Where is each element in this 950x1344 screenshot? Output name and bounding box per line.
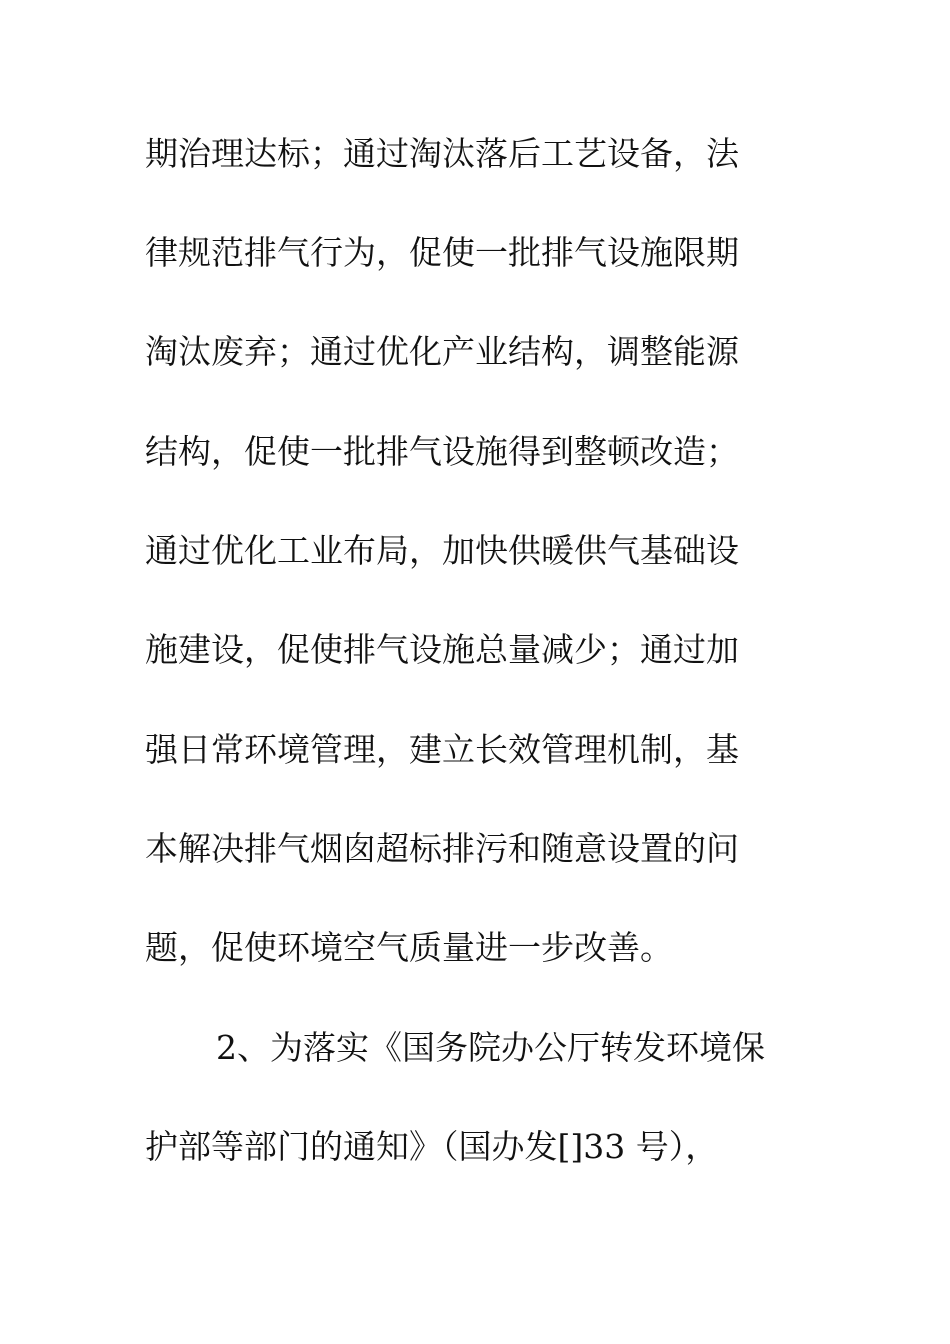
text-line: 题，促使环境空气质量进一步改善。 [145, 928, 673, 967]
text-line: 施建设，促使排气设施总量减少；通过加 [145, 630, 739, 669]
text-line: 护部等部门的通知》（国办发[]33 号）， [145, 1127, 719, 1166]
text-line: 期治理达标；通过淘汰落后工艺设备，法 [145, 134, 739, 173]
text-line: 本解决排气烟囱超标排污和随意设置的问 [145, 829, 739, 868]
text-line: 淘汰废弃；通过优化产业结构，调整能源 [145, 332, 739, 371]
text-line: 结构，促使一批排气设施得到整顿改造； [145, 432, 739, 471]
text-line: 律规范排气行为，促使一批排气设施限期 [145, 233, 739, 272]
text-line: 通过优化工业布局，加快供暖供气基础设 [145, 531, 739, 570]
paragraph-start-line: 2、为落实《国务院办公厅转发环境保 [216, 1028, 765, 1067]
text-line: 强日常环境管理，建立长效管理机制，基 [145, 730, 739, 769]
